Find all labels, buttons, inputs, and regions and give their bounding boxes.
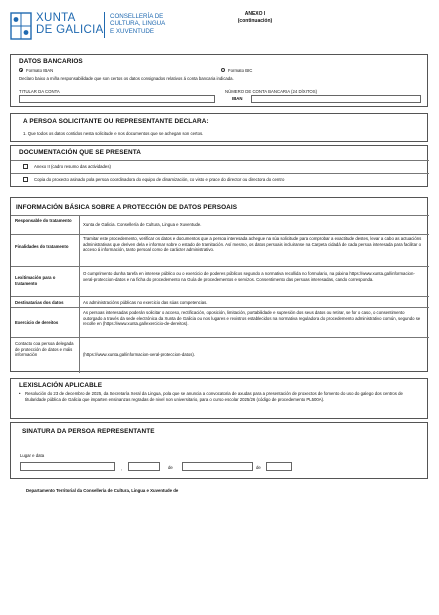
month-year-separator: de [256, 465, 261, 470]
dp-row-head: Contacto coa persoa delegada de protección de datos e máis información [15, 341, 74, 358]
logo-department [110, 13, 165, 35]
logo-name-line2: DE GALICIA [36, 24, 104, 36]
header [10, 8, 430, 48]
signature-title: SINATURA DA PERSOA REPRESENTANTE [22, 428, 155, 435]
dp-divider [79, 297, 80, 307]
declaration-item: 1. Que todos os datos contidos nesta solicitude e nos documentos que se achegan son certos. [23, 131, 204, 136]
bic-radio-icon[interactable] [221, 68, 225, 72]
iban-label: IBAN [232, 96, 243, 101]
declaration-title: A PERSOA SOLICITANTE OU REPRESENTANTE DECLARA: [23, 118, 209, 125]
bank-declaration: Declaro baixo a miña responsabilidade que son certos os datos consignados relativos á conta bancaria indicada. [19, 76, 234, 81]
dp-row-body: As administracións públicas no exercicio das súas competencias. [83, 299, 208, 305]
iban-radio-icon[interactable] [19, 68, 23, 72]
doc-item-annex-ii[interactable] [11, 160, 429, 172]
data-protection-section [10, 197, 428, 372]
checkbox-icon[interactable] [23, 164, 28, 169]
account-holder-label: TITULAR DA CONTA [19, 89, 60, 94]
dp-row-responsible [11, 215, 429, 234]
account-holder-field[interactable] [19, 95, 215, 103]
place-field[interactable] [20, 462, 115, 471]
iban-option-label: Formato IBAN [26, 68, 54, 73]
dp-row-head: Finalidades do tratamento [15, 244, 69, 249]
place-date-separator: , [121, 466, 123, 471]
year-field[interactable] [266, 462, 292, 471]
doc-item-label: Copia do proxecto asinado pola persoa coordinadora do equipo de dinamización, co visto e prace do director ou directora do centro [34, 176, 285, 182]
annex-label [220, 11, 290, 25]
declaration-section [10, 113, 428, 142]
dp-row-head: Exercicio de dereitos [15, 320, 59, 325]
annex-subtitle: (continuación) [237, 18, 273, 24]
logo-dept-line1: CONSELLERÍA DE [110, 13, 164, 20]
annex-title: ANEXO I [244, 11, 266, 17]
xunta-emblem-icon [10, 12, 32, 40]
logo-dept-line3: E XUVENTUDE [110, 27, 155, 35]
dp-row-purposes [11, 234, 429, 266]
dp-divider [79, 267, 80, 296]
logo-name-line1: XUNTA [36, 12, 76, 24]
dp-row-head: Destinatarias dos datos [15, 299, 64, 305]
bullet-icon: • [19, 391, 21, 396]
dp-row-body: As persoas interesadas poderán solicitar o acceso, rectificación, oposición, limitación, portabilidade e supresión dos seus datos ou retirar, se for o caso, o consentimento outorgado a través da sede electrónica da Xunta de Galicia ou nos lugares e rexistros establecidos na normativa reguladora do procedemento administrativo común, segundo se recolle en (https://www.xunta.gal/exercicio-de-dereitos). [83, 310, 421, 327]
dp-divider [79, 308, 80, 337]
month-field[interactable] [182, 462, 253, 471]
day-month-separator: de [168, 465, 173, 470]
dp-divider [79, 216, 80, 234]
bic-option-label: Formato BIC [228, 68, 253, 73]
legislation-title: LEXISLACIÓN APLICABLE [19, 382, 103, 389]
dp-row-body: O cumprimento dunha tarefa en interese público ou o exercicio de poderes públicos segundo a normativa recollida no formulario, na páxina https://www.xunta.gal/informacion-xeral-proteccion-datos e na ficha do procedemento na Guía de procedementos e servizos. Consentimento das persoas interesadas, cando corresponda. [83, 271, 415, 282]
xunta-logo [10, 10, 200, 46]
day-field[interactable] [128, 462, 160, 471]
territorial-department-label: Departamento Territorial da Consellería de Cultura, Lingua e Xuventude de [26, 488, 179, 493]
dp-row-body: Tramitar este procedemento, verificar os datos e documentos que a persoa interesada achegue na súa solicitude para comprobar a exactitude destes, levar a cabo as actuacións administrativas que deriven dela e informar sobre o estado de tramitación. Así mesmo, os datos persoais incluiranse na Carpeta cidadá de cada persoa interesada para facilitar o acceso á información, tanto persoal como de carácter administrativo. [83, 236, 422, 253]
dp-row-head: Lexitimación para o tratamento [15, 275, 56, 286]
iban-format-option[interactable] [19, 68, 53, 74]
checkbox-icon[interactable] [23, 177, 28, 182]
dp-row-body: (https://www.xunta.gal/informacion-xeral-proteccion-datos). [83, 352, 196, 357]
place-date-label: Lugar e data [20, 453, 45, 458]
doc-item-label: Anexo II (cadro resumo das actividades) [34, 163, 111, 169]
account-number-field[interactable] [251, 95, 421, 103]
dp-row-body: Xunta de Galicia. Consellería de Cultura, Lingua e Xuventude. [83, 222, 202, 227]
dp-divider [79, 338, 80, 373]
signature-section [10, 422, 428, 479]
documentation-section [10, 145, 428, 187]
bank-details-section [10, 54, 428, 107]
documentation-title: DOCUMENTACIÓN QUE SE PRESENTA [19, 149, 141, 156]
dp-row-contact [11, 337, 429, 373]
dp-divider [79, 235, 80, 266]
legislation-section [10, 378, 428, 419]
dp-row-recipients [11, 296, 429, 307]
legislation-item [19, 391, 420, 402]
doc-item-project-copy[interactable] [11, 173, 429, 185]
data-protection-title: INFORMACIÓN BÁSICA SOBRE A PROTECCIÓN DE DATOS PERSOAIS [16, 204, 238, 211]
logo-dept-line2: CULTURA, LINGUA [110, 20, 166, 28]
logo-separator [104, 12, 105, 38]
bic-format-option[interactable] [221, 68, 252, 74]
legislation-text: Resolución do 23 de decembro de 2025, da Secretaría Xeral da Lingua, pola que se anuncia a convocatoria de axudas para a presentación de proxectos de fomento do uso do galego dos centros de titularidade pública de Galicia que imparten ensinanzas regradas de nivel non universitario, para o curso escolar 2025/26 (código de procedemento PL500A). [25, 391, 403, 402]
logo-name [36, 12, 104, 36]
dp-row-rights [11, 307, 429, 337]
dp-row-legitimation [11, 266, 429, 296]
bank-section-title: DATOS BANCARIOS [19, 58, 83, 65]
account-number-label: NÚMERO DE CONTA BANCARIA (24 DÍXITOS) [225, 89, 318, 94]
dp-row-head: Responsable do tratamento [15, 218, 72, 223]
